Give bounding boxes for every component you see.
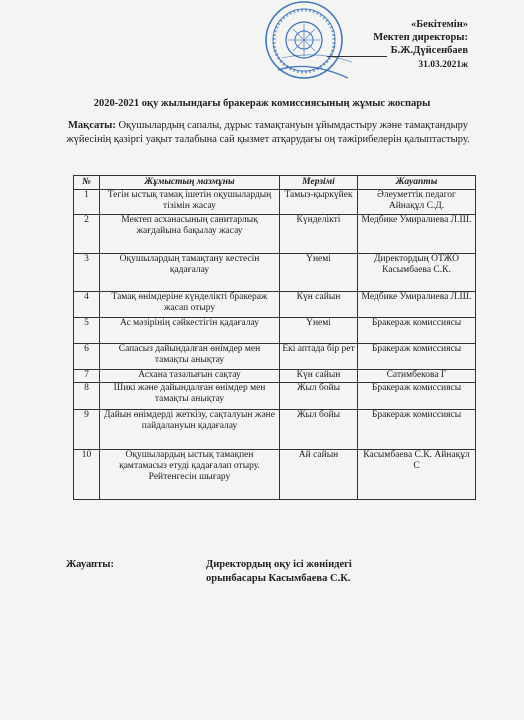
row-term: Үнемі <box>280 254 358 292</box>
row-number: 9 <box>74 410 100 450</box>
goal-text: Оқушылардың сапалы, дұрыс тамақтануын ұйымдастыру және тамақтандыру жүйесінің қазіргі уақыт талабына сай қызмет атқарудағы оң тәжірибелерін қалыптастыру. <box>66 120 470 145</box>
row-content: Оқушылардың ыстық тамақпен қамтамасыз етуді қадағалап отыру. Рейтенгесін шығару <box>100 450 280 500</box>
row-responsible: Медбике Умиралиева Л.Ш. <box>358 292 476 318</box>
approval-position: Мектеп директоры: <box>373 32 468 43</box>
row-responsible: Сатимбекова Г <box>358 370 476 383</box>
table-row <box>74 190 476 215</box>
table-row <box>74 450 476 500</box>
table-header-row <box>74 176 476 190</box>
approval-heading: «Бекітемін» <box>410 19 468 30</box>
table-row <box>74 383 476 410</box>
document-title: 2020-2021 оқу жылындағы бракераж комиссиясының жұмыс жоспары <box>93 98 431 109</box>
footer-position: Директордың оқу ісі жөніндегі <box>206 559 352 570</box>
row-content: Сапасыз дайындалған өнімдер мен тамақты анықтау <box>100 344 280 370</box>
row-content: Тамақ өнімдеріне күнделікті бракераж жасап отыру <box>100 292 280 318</box>
header-responsible: Жауапты <box>358 176 476 190</box>
table-row <box>74 410 476 450</box>
row-term: Екі аптада бір рет <box>280 344 358 370</box>
footer-name: орынбасары Касымбаева С.К. <box>206 573 351 584</box>
table-row <box>74 370 476 383</box>
row-number: 2 <box>74 215 100 254</box>
row-term: Тамыз-қыркүйек <box>280 190 358 215</box>
row-term: Ай сайын <box>280 450 358 500</box>
row-term: Жыл бойы <box>280 410 358 450</box>
row-term: Жыл бойы <box>280 383 358 410</box>
row-content: Тегін ыстық тамақ ішетін оқушылардың тізімін жасау <box>100 190 280 215</box>
goal-label: Мақсаты: <box>67 120 116 131</box>
header-content: Жұмыстың мазмұны <box>100 176 280 190</box>
table-row <box>74 254 476 292</box>
table-row <box>74 344 476 370</box>
signature-line <box>327 47 387 57</box>
row-term: Күн сайын <box>280 292 358 318</box>
row-term: Күнделікті <box>280 215 358 254</box>
row-responsible: Бракераж комиссиясы <box>358 318 476 344</box>
row-number: 3 <box>74 254 100 292</box>
row-responsible: Медбике Умиралиева Л.Ш. <box>358 215 476 254</box>
row-responsible: Бракераж комиссиясы <box>358 383 476 410</box>
row-number: 10 <box>74 450 100 500</box>
row-content: Оқушылардың тамақтану кестесін қадағалау <box>100 254 280 292</box>
row-responsible: Әлеуметтік педагог Айнақұл С.Д. <box>358 190 476 215</box>
row-responsible: Бракераж комиссиясы <box>358 344 476 370</box>
table-row <box>74 318 476 344</box>
header-term: Мерзімі <box>280 176 358 190</box>
table-row <box>74 292 476 318</box>
footer-person <box>206 558 352 586</box>
row-content: Дайын өнімдерді жеткізу, сақталуын және пайдалануын қадағалау <box>100 410 280 450</box>
row-content: Шикі және дайындалған өнімдер мен тамақты анықтау <box>100 383 280 410</box>
row-content: Асхана тазалығын сақтау <box>100 370 280 383</box>
row-number: 1 <box>74 190 100 215</box>
approval-signatory: Б.Ж.Дүйсенбаев <box>327 44 468 57</box>
work-plan-table <box>73 175 476 500</box>
row-content: Ас мәзірінің сәйкестігін қадағалау <box>100 318 280 344</box>
row-number: 6 <box>74 344 100 370</box>
row-responsible: Бракераж комиссиясы <box>358 410 476 450</box>
approval-block <box>327 18 468 72</box>
row-responsible: Касымбаева С.К. Айнақұл С <box>358 450 476 500</box>
approval-date: 31.03.2021ж <box>418 60 468 70</box>
row-content: Мектеп асханасының санитарлық жағдайына бақылау жасау <box>100 215 280 254</box>
goal-paragraph <box>66 119 470 146</box>
footer-label: Жауапты: <box>66 559 114 570</box>
row-number: 7 <box>74 370 100 383</box>
row-number: 8 <box>74 383 100 410</box>
row-responsible: Директордың ОТЖО Касымбаева С.К. <box>358 254 476 292</box>
header-number: № <box>74 176 100 190</box>
row-term: Үнемі <box>280 318 358 344</box>
row-number: 5 <box>74 318 100 344</box>
table-row <box>74 215 476 254</box>
row-term: Күн сайын <box>280 370 358 383</box>
row-number: 4 <box>74 292 100 318</box>
